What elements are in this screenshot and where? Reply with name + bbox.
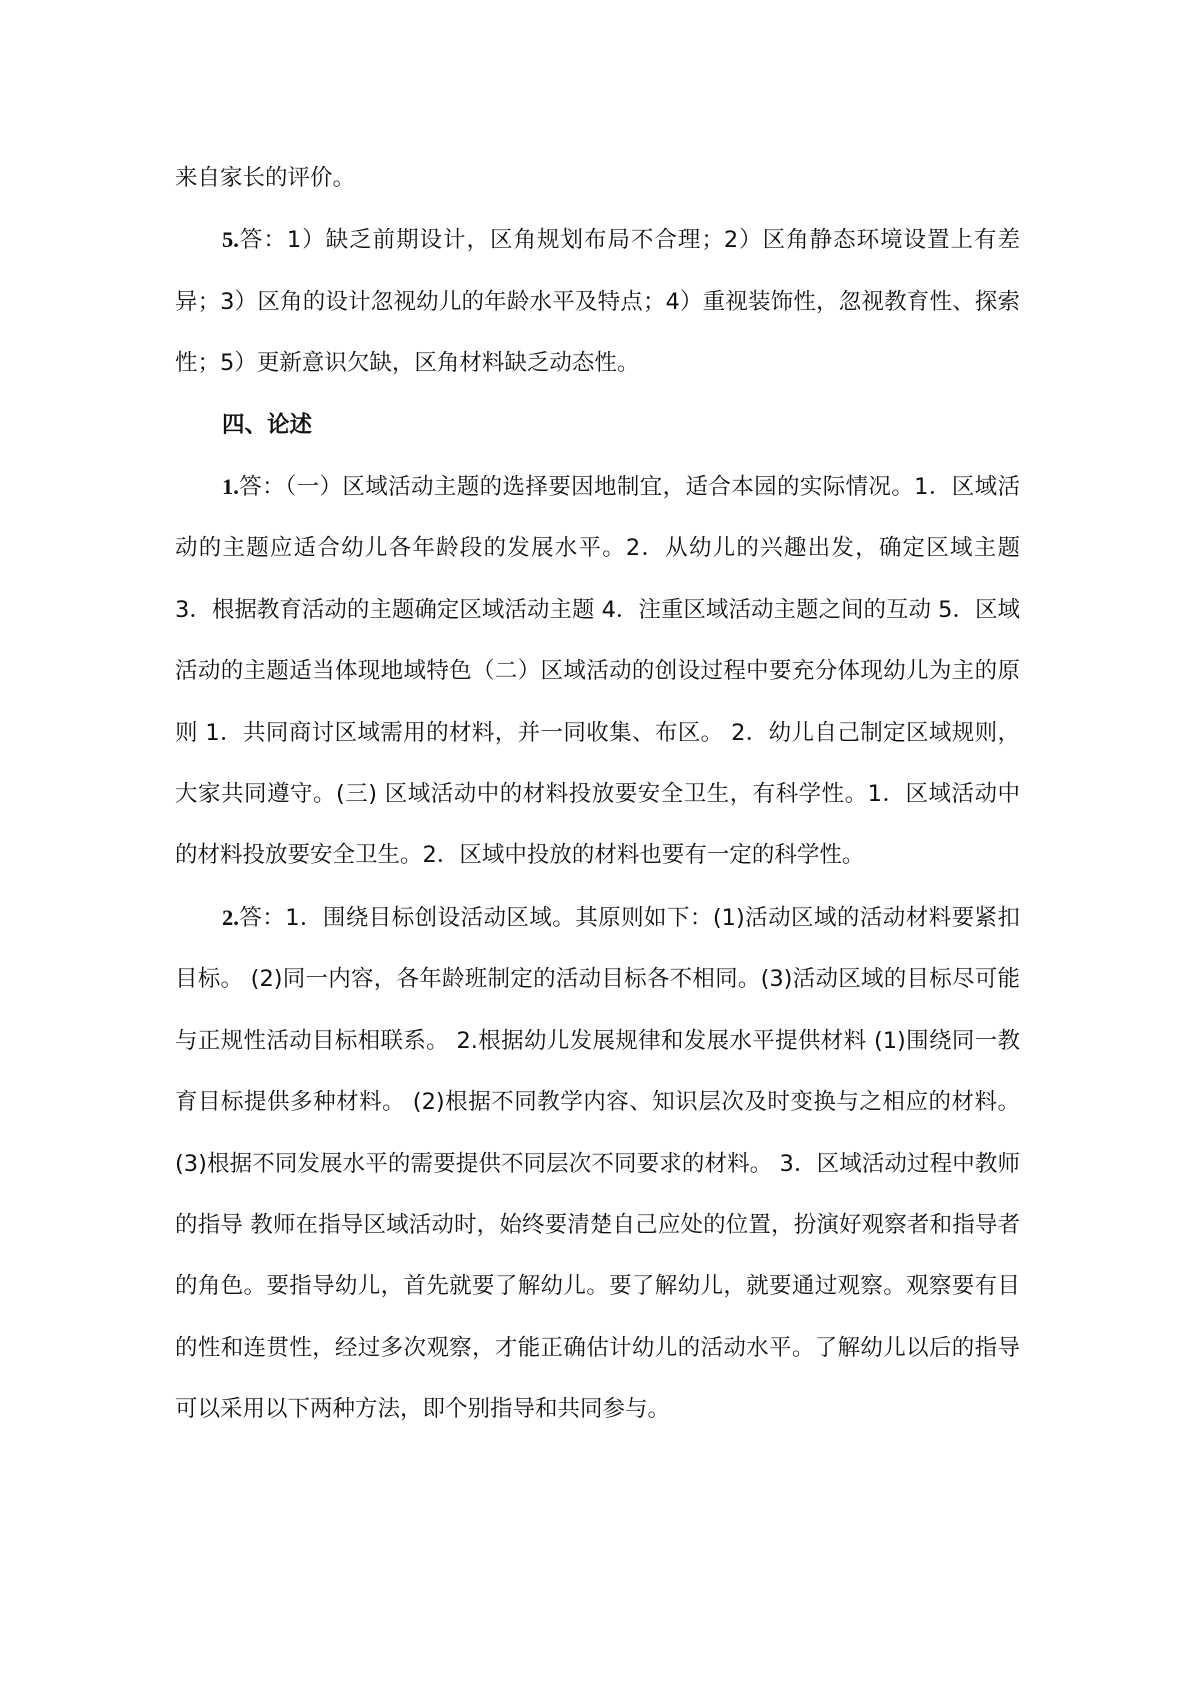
document-page [175, 148, 1020, 1441]
paragraph-continuation [175, 148, 1020, 209]
paragraph-text: 答：（一）区域活动主题的选择要因地制宜，适合本园的实际情况。1．区域活动的主题应适合幼儿各年龄段的发展水平。2．从幼儿的兴趣出发，确定区域主题 3．根据教育活动的主题确定区域活动主题 4．注重区域活动主题之间的互动 5．区域活动的主题适当体现地域特色（二）区域活动的创设过程中要充分体现幼儿为主的原则 1．共同商讨区域需用的材料，并一同收集、布区。 2．幼儿自己制定区域规则，大家共同遵守。(三) 区域活动中的材料投放要安全卫生，有科学性。1．区域活动中的材料投放要安全卫生。2．区域中投放的材料也要有一定的科学性。 [175, 474, 1020, 869]
paragraph-text: 答：1．围绕目标创设活动区域。其原则如下：(1)活动区域的活动材料要紧扣目标。 (2)同一内容，各年龄班制定的活动目标各不相同。(3)活动区域的目标尽可能与正规性活动目标相联系。 2.根据幼儿发展规律和发展水平提供材料 (1)围绕同一教育目标提供多种材料。 (2)根据不同教学内容、知识层次及时变换与之相应的材料。(3)根据不同发展水平的需要提供不同层次不同要求的材料。 3．区域活动过程中教师的指导 教师在指导区域活动时，始终要清楚自己应处的位置，扮演好观察者和指导者的角色。要指导幼儿，首先就要了解幼儿。要了解幼儿，就要通过观察。观察要有目的性和连贯性，经过多次观察，才能正确估计幼儿的活动水平。了解幼儿以后的指导可以采用以下两种方法，即个别指导和共同参与。 [175, 904, 1020, 1423]
paragraph-text: 答：1）缺乏前期设计，区角规划布局不合理；2）区角静态环境设置上有差异；3）区角的设计忽视幼儿的年龄水平及特点；4）重视装饰性，忽视教育性、探索性；5）更新意识欠缺，区角材料缺乏动态性。 [175, 227, 1020, 377]
paragraph-text: 来自家长的评价。 [175, 165, 356, 191]
question-number: 1. [222, 474, 239, 500]
essay-answer-1-paragraph [175, 456, 1020, 887]
question-number: 2. [222, 904, 239, 930]
section-heading: 四、论述 [222, 411, 313, 438]
essay-answer-2-paragraph [175, 887, 1020, 1441]
question-number: 5. [222, 227, 239, 253]
answer-5-paragraph [175, 209, 1020, 394]
